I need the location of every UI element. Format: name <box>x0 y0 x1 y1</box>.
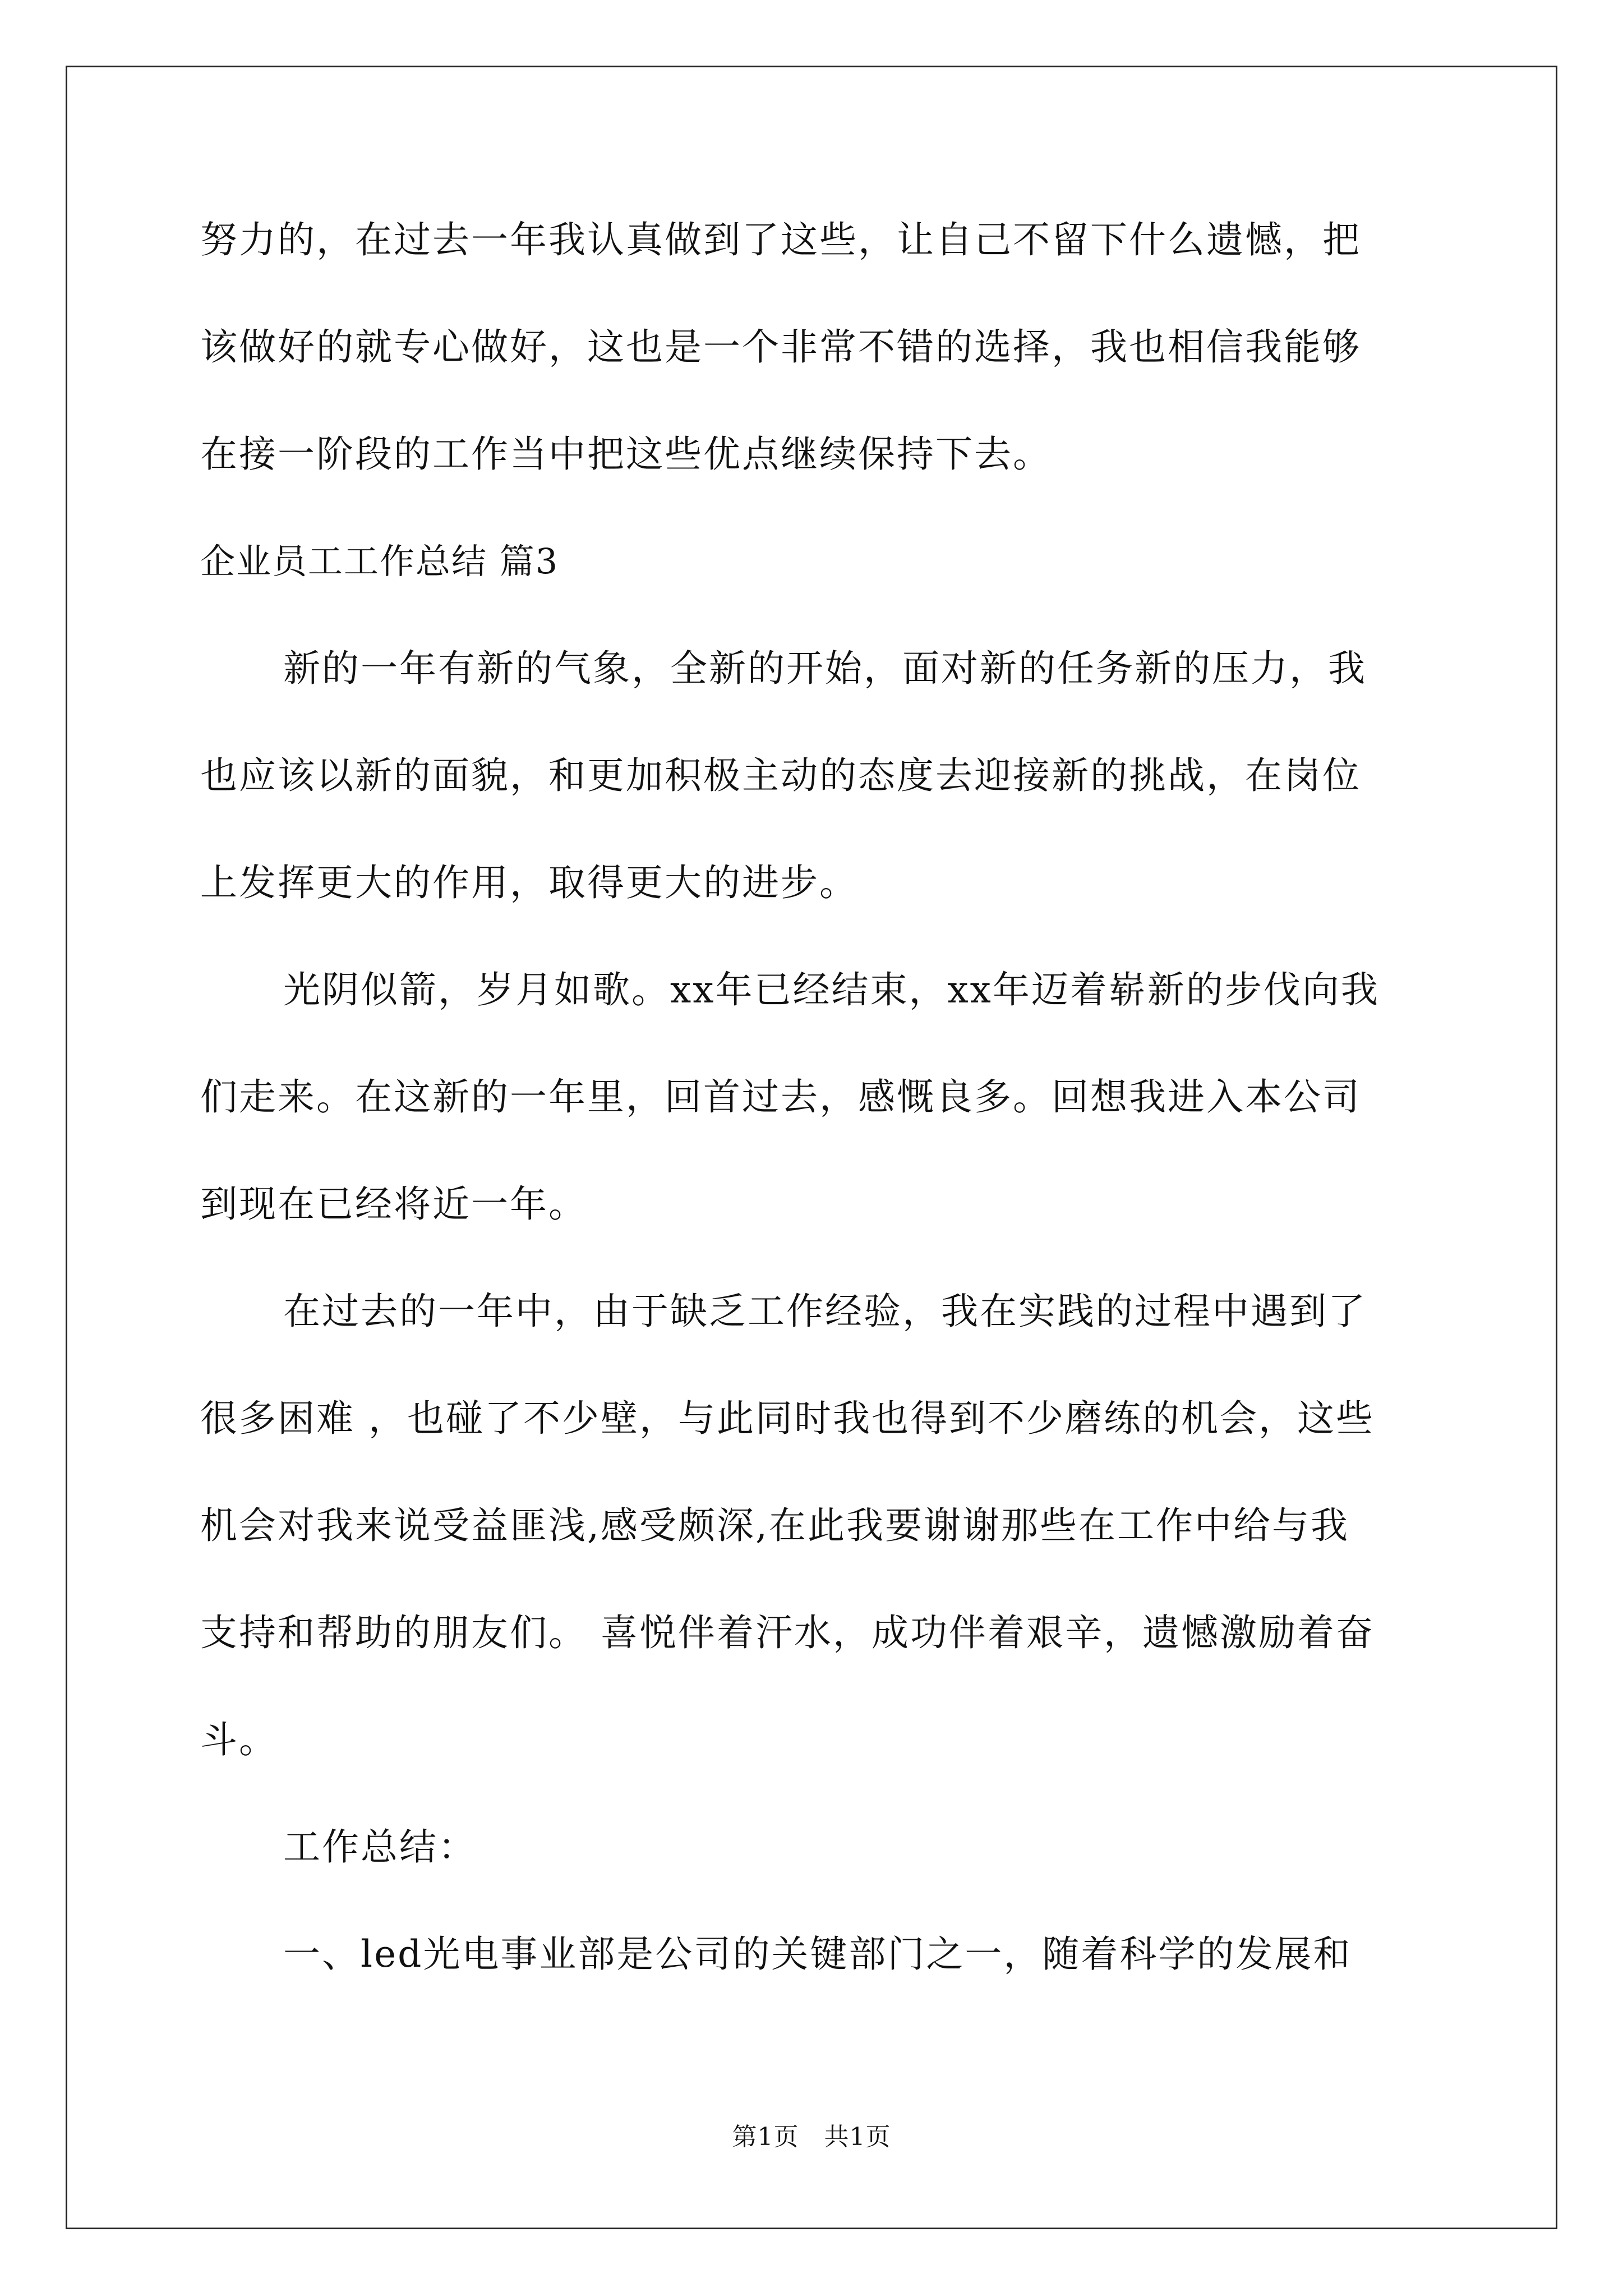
body-text-line: 机会对我来说受益匪浅,感受颇深,在此我要谢谢那些在工作中给与我 <box>200 1504 1349 1547</box>
body-text-line: 上发挥更大的作用，取得更大的进步。 <box>200 861 858 904</box>
body-text-line: 一、led光电事业部是公司的关键部门之一，随着科学的发展和 <box>283 1932 1352 1976</box>
page-border <box>66 66 1557 2229</box>
body-text-line: 斗。 <box>200 1718 278 1761</box>
body-text-line: 在过去的一年中，由于缺乏工作经验，我在实践的过程中遇到了 <box>283 1290 1367 1333</box>
body-text-line: 该做好的就专心做好，这也是一个非常不错的选择，我也相信我能够 <box>200 325 1361 369</box>
body-text-line: 很多困难 ，也碰了不少壁，与此同时我也得到不少磨练的机会，这些 <box>200 1397 1375 1440</box>
body-text-line: 在接一阶段的工作当中把这些优点继续保持下去。 <box>200 432 1052 476</box>
section-heading: 企业员工工作总结 篇3 <box>200 541 559 582</box>
page-number-footer: 第1页 共1页 <box>732 2123 891 2151</box>
body-text-line: 工作总结： <box>283 1825 477 1869</box>
body-text-line: 光阴似箭，岁月如歌。xx年已经结束，xx年迈着崭新的步伐向我 <box>283 968 1380 1011</box>
body-text-line: 新的一年有新的气象，全新的开始，面对新的任务新的压力，我 <box>283 647 1367 690</box>
body-text-line: 支持和帮助的朋友们。 喜悦伴着汗水，成功伴着艰辛，遗憾激励着奋 <box>200 1611 1375 1654</box>
body-text-line: 努力的，在过去一年我认真做到了这些，让自己不留下什么遗憾，把 <box>200 218 1361 261</box>
body-text-line: 们走来。在这新的一年里，回首过去，感慨良多。回想我进入本公司 <box>200 1075 1361 1119</box>
body-text-line: 也应该以新的面貌，和更加积极主动的态度去迎接新的挑战，在岗位 <box>200 754 1361 797</box>
body-text-line: 到现在已经将近一年。 <box>200 1182 587 1226</box>
